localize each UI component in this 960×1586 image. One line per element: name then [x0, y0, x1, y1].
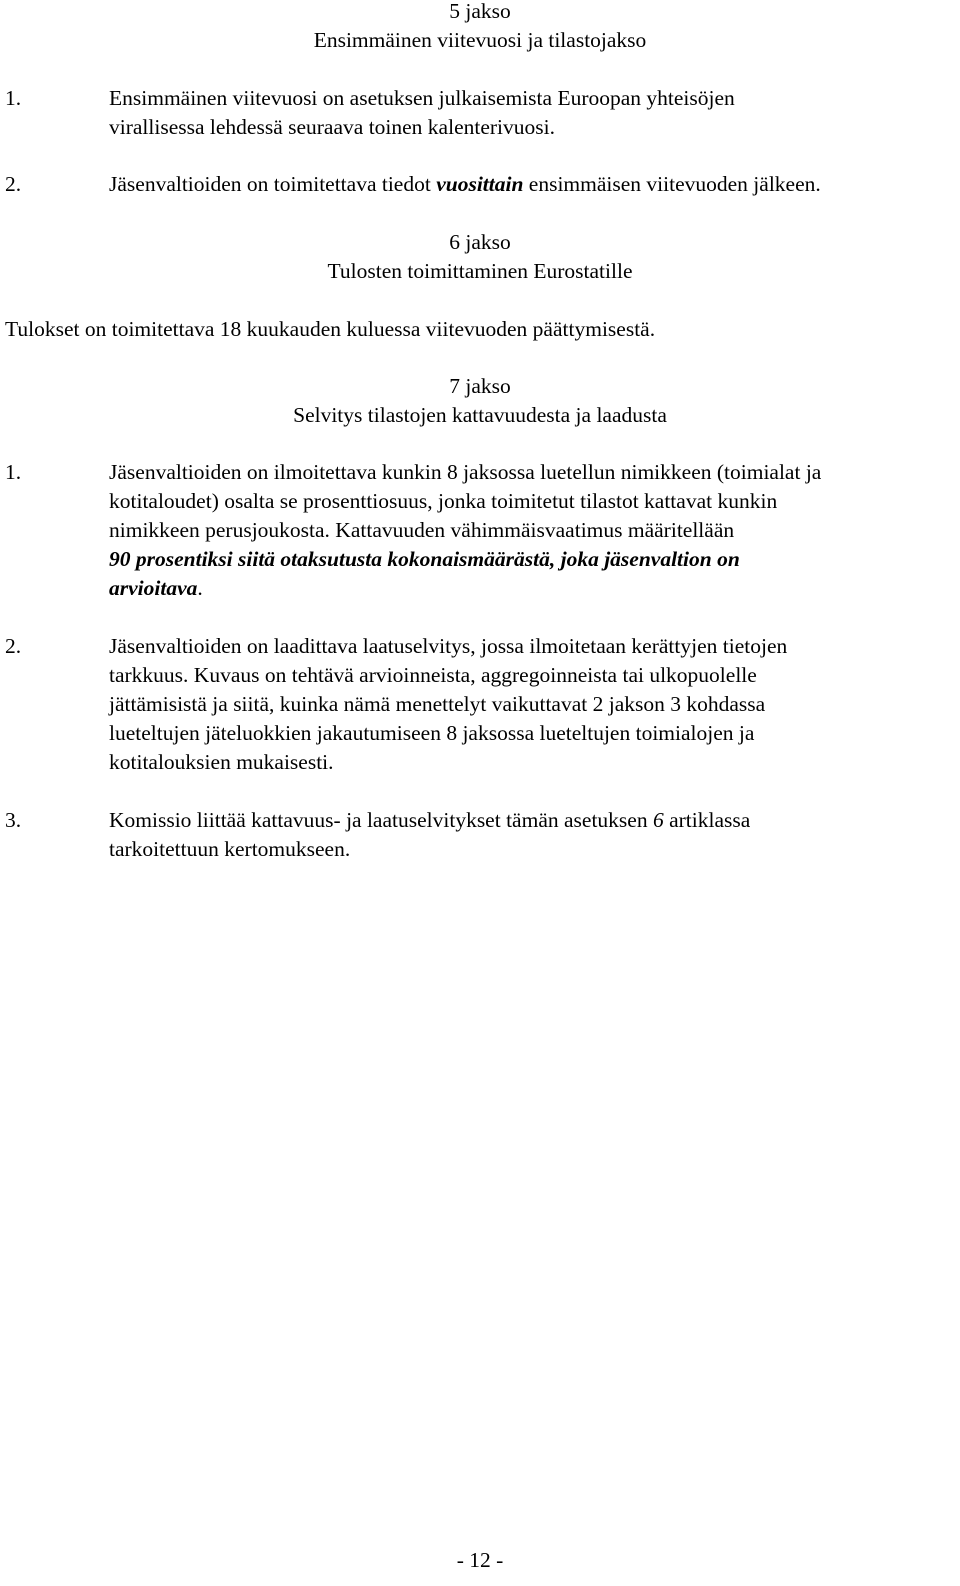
- section-7-item-2-line-5: kotitalouksien mukaisesti.: [109, 750, 334, 774]
- section-7-item-3-article-number: 6: [652, 808, 664, 832]
- section-5-title: Ensimmäinen viitevuosi ja tilastojakso: [313, 28, 647, 52]
- section-7-item-1-period: .: [197, 576, 203, 600]
- section-7-heading: 7 jakso: [449, 374, 511, 398]
- section-7-item-3-post: artiklassa: [663, 808, 751, 832]
- section-7-item-3-line-1: [109, 806, 750, 834]
- section-6-text: Tulokset on toimitettava 18 kuukauden kuluessa viitevuoden päättymisestä.: [5, 317, 656, 341]
- section-7-item-1-emphasis-end: arvioitava: [109, 576, 198, 600]
- section-7-title: Selvitys tilastojen kattavuudesta ja laadusta: [293, 403, 667, 427]
- section-7-item-1-emphasis: 90 prosentiksi siitä otaksutusta kokonaismäärästä, joka jäsenvaltion on: [109, 547, 740, 571]
- section-7-item-1-line-3: nimikkeen perusjoukosta. Kattavuuden vähimmäisvaatimus määritellään: [109, 518, 735, 542]
- section-5-item-2-post: ensimmäisen viitevuoden jälkeen.: [523, 172, 821, 196]
- section-7-item-1-number: 1.: [5, 460, 22, 484]
- section-5-item-2-text: [109, 170, 821, 198]
- section-7-item-1-line-5: [109, 574, 203, 602]
- section-7-item-3-line-2: tarkoitettuun kertomukseen.: [109, 837, 351, 861]
- section-5-item-2-number: 2.: [5, 172, 22, 196]
- section-7-item-1-line-4: [109, 545, 740, 573]
- section-6-title: Tulosten toimittaminen Eurostatille: [327, 259, 633, 283]
- section-7-item-2-line-2: tarkkuus. Kuvaus on tehtävä arvioinneista, aggregoinneista tai ulkopuolelle: [109, 663, 757, 687]
- section-7-item-3-pre: Komissio liittää kattavuus- ja laatuselvitykset tämän asetuksen: [109, 808, 653, 832]
- section-7-item-3-number: 3.: [5, 808, 22, 832]
- section-7-item-2-line-4: lueteltujen jäteluokkien jakautumiseen 8 jaksossa lueteltujen toimialojen ja: [109, 721, 755, 745]
- section-5-item-2-emphasis: vuosittain: [436, 172, 524, 196]
- section-6-heading: 6 jakso: [449, 230, 511, 254]
- section-5-heading: 5 jakso: [449, 0, 511, 23]
- section-7-item-2-line-1: Jäsenvaltioiden on laadittava laatuselvitys, jossa ilmoitetaan kerättyjen tietojen: [109, 634, 788, 658]
- section-5-item-2-pre: Jäsenvaltioiden on toimitettava tiedot: [109, 172, 437, 196]
- section-5-item-1-line-1: Ensimmäinen viitevuosi on asetuksen julkaisemista Euroopan yhteisöjen: [109, 86, 735, 110]
- section-7-item-1-line-1: Jäsenvaltioiden on ilmoitettava kunkin 8 jaksossa luetellun nimikkeen (toimialat ja: [109, 460, 822, 484]
- section-7-item-1-line-2: kotitaloudet) osalta se prosenttiosuus, jonka toimitetut tilastot kattavat kunkin: [109, 489, 778, 513]
- section-7-item-2-number: 2.: [5, 634, 22, 658]
- page-number: - 12 -: [456, 1548, 504, 1572]
- section-7-item-2-line-3: jättämisistä ja siitä, kuinka nämä menettelyt vaikuttavat 2 jakson 3 kohdassa: [109, 692, 766, 716]
- section-5-item-1-number: 1.: [5, 86, 22, 110]
- section-5-item-1-line-2: virallisessa lehdessä seuraava toinen kalenterivuosi.: [109, 115, 555, 139]
